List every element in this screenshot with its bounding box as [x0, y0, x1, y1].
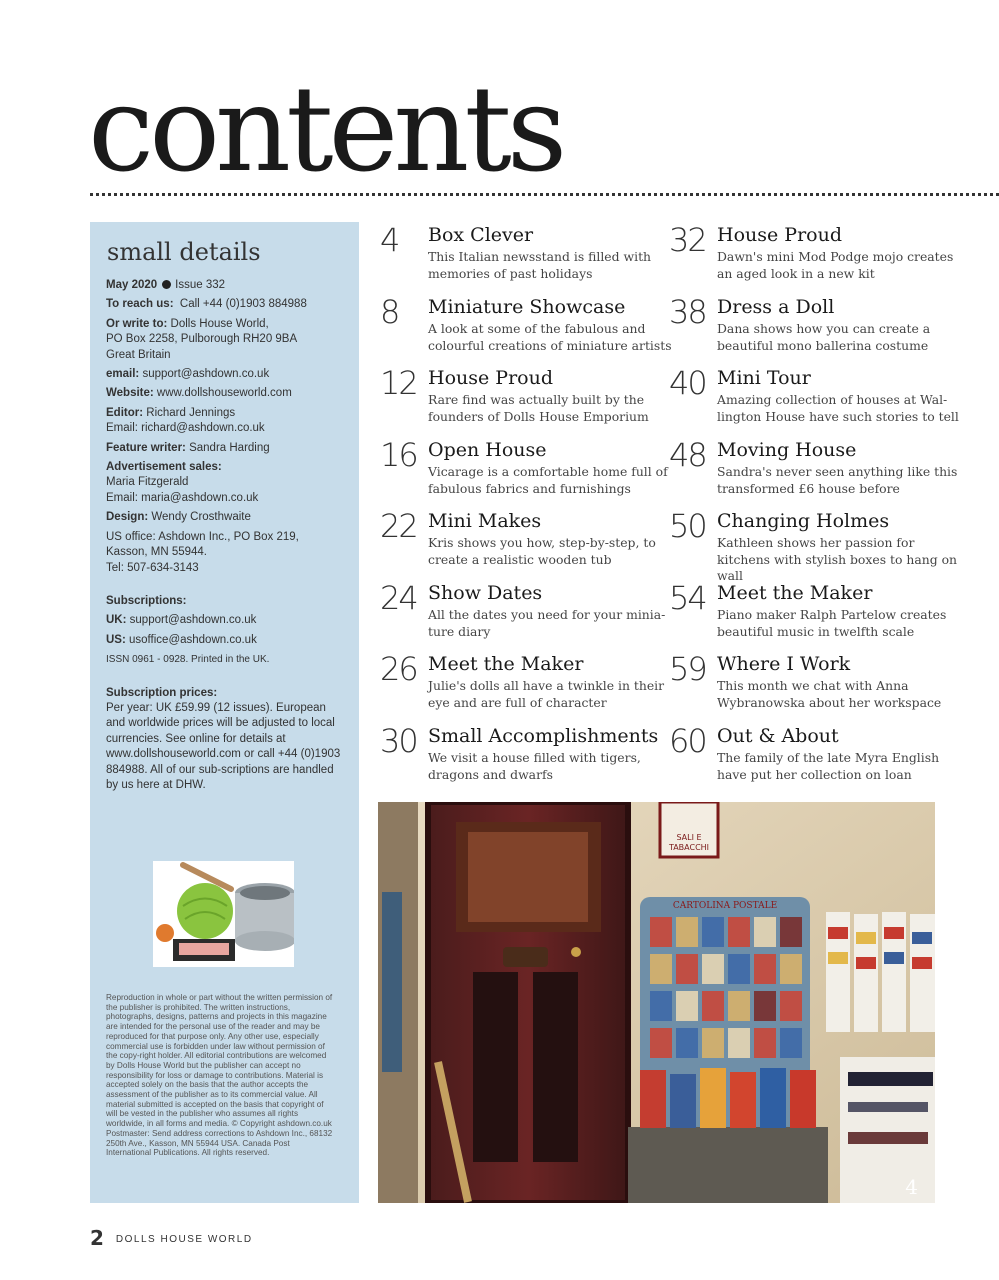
toc-entry[interactable]	[380, 364, 670, 437]
toc-description: Dawn's mini Mod Podge mojo creates an aged look in a new kit	[717, 249, 954, 281]
website-label: Website:	[106, 387, 154, 400]
rack-sign-text: CARTOLINA POSTALE	[672, 901, 778, 911]
toc-entry[interactable]	[669, 293, 959, 366]
toc-page-number: 22	[380, 507, 417, 545]
footer-magazine-name: DOLLS HOUSE WORLD	[115, 1234, 253, 1245]
toc-description: Kris shows you how, step-by-step, to create a realistic wooden tub	[428, 535, 656, 567]
toc-page-number: 50	[669, 507, 706, 545]
design-name: Wendy Crosthwaite	[151, 511, 251, 524]
write-line-1: Dolls House World,	[170, 317, 269, 330]
toc-page-number: 60	[669, 722, 706, 760]
sign-text-1: SALI E	[676, 833, 702, 842]
us-office-line-2: Kasson, MN 55944.	[106, 546, 208, 559]
bullet-dot-icon	[162, 280, 171, 289]
toc-description: Vicarage is a comfortable home full of fabulous fabrics and furnishings	[428, 464, 668, 496]
toc-entry[interactable]	[669, 507, 959, 583]
toc-page-number: 40	[669, 364, 706, 402]
issue-number: Issue 332	[175, 279, 226, 291]
toc-entry[interactable]	[380, 507, 670, 580]
toc-title[interactable]: Moving House	[717, 439, 857, 461]
page-footer	[90, 1226, 253, 1250]
toc-page-number: 16	[380, 436, 417, 474]
toc-page-number: 48	[669, 436, 706, 474]
design-label: Design:	[106, 511, 149, 524]
toc-description: A look at some of the fabulous and colourful creations of miniature artists	[428, 321, 672, 353]
dotted-divider	[90, 193, 999, 196]
prices-heading: Subscription prices:	[106, 686, 218, 699]
toc-entry[interactable]	[380, 650, 670, 723]
toc-description: Amazing collection of houses at Wal-lington House have such stories to tell	[717, 392, 959, 424]
photo-page-ref: 4	[905, 1175, 918, 1199]
toc-page-number: 59	[669, 650, 706, 688]
toc-description: Julie's dolls all have a twinkle in their eye and are full of character	[428, 678, 665, 710]
ads-email[interactable]: Email: maria@ashdown.co.uk	[106, 491, 259, 504]
issn-line: ISSN 0961 - 0928. Printed in the UK.	[106, 654, 270, 666]
toc-page-number: 26	[380, 650, 417, 688]
editor-name: Richard Jennings	[146, 406, 236, 419]
toc-description: This month we chat with Anna Wybranowska about her workspace	[717, 678, 942, 710]
toc-title[interactable]: Where I Work	[717, 653, 851, 675]
write-label: Or write to:	[106, 317, 168, 330]
editor-label: Editor:	[106, 406, 144, 419]
toc-entry[interactable]	[669, 650, 959, 723]
toc-description: Rare find was actually built by the founders of Dolls House Emporium	[428, 392, 649, 424]
toc-page-number: 32	[669, 221, 706, 259]
toc-title[interactable]: Meet the Maker	[717, 582, 873, 604]
email-value[interactable]: support@ashdown.co.uk	[142, 368, 270, 381]
toc-description: The family of the late Myra English have put her collection on loan	[717, 750, 940, 782]
toc-description: We visit a house filled with tigers, dragons and dwarfs	[428, 750, 641, 782]
sidebar-title: small details	[107, 238, 261, 266]
toc-title[interactable]: Changing Holmes	[717, 510, 890, 532]
toc-title[interactable]: Show Dates	[428, 582, 543, 604]
feature-writer-name: Sandra Harding	[189, 441, 270, 454]
toc-description: All the dates you need for your minia-ture diary	[428, 607, 666, 639]
toc-title[interactable]: Mini Makes	[428, 510, 542, 532]
toc-title[interactable]: Dress a Doll	[717, 296, 835, 318]
toc-page-number: 38	[669, 293, 706, 331]
website-value[interactable]: www.dollshouseworld.com	[156, 387, 292, 400]
write-line-3: Great Britain	[106, 348, 171, 361]
toc-title[interactable]: Miniature Showcase	[428, 296, 626, 318]
toc-page-number: 54	[669, 579, 706, 617]
subs-uk-email[interactable]: support@ashdown.co.uk	[129, 614, 257, 627]
issue-date: May 2020	[106, 279, 158, 291]
sign-text-2: TABACCHI	[668, 843, 710, 852]
us-office-tel: Tel: 507-634-3143	[106, 561, 199, 574]
toc-title[interactable]: House Proud	[717, 224, 842, 246]
toc-description: This Italian newsstand is filled with memories of past holidays	[428, 249, 652, 281]
toc-title[interactable]: Mini Tour	[717, 367, 811, 389]
editor-email[interactable]: Email: richard@ashdown.co.uk	[106, 422, 265, 435]
toc-description: Kathleen shows her passion for kitchens with stylish boxes to hang on wall	[717, 535, 958, 583]
toc-page-number: 30	[380, 722, 417, 760]
toc-page-number: 12	[380, 364, 417, 402]
toc-entry[interactable]	[669, 364, 959, 437]
page-title: contents	[88, 60, 563, 198]
toc-entry[interactable]	[380, 436, 670, 509]
toc-title[interactable]: Meet the Maker	[428, 653, 584, 675]
ads-label: Advertisement sales:	[106, 461, 222, 474]
postmaster-text: Postmaster: Send address corrections to Ashdown Inc., 68132 250th Ave., Kasson, MN 55944 USA. Canada Post International Publications. All rights reserved.	[106, 1128, 333, 1158]
legal-notice	[106, 993, 336, 1158]
subs-us-label: US:	[106, 633, 126, 646]
footer-page-number: 2	[90, 1226, 104, 1250]
toc-entry[interactable]	[669, 221, 959, 294]
saucepan-photo	[153, 861, 294, 967]
toc-page-number: 8	[380, 293, 399, 331]
reach-label: To reach us:	[106, 298, 174, 311]
toc-title[interactable]: Small Accomplishments	[428, 725, 659, 747]
legal-text: Reproduction in whole or part without the written permission of the publisher is prohibited. The written instructions, photographs, designs, patterns and projects in this magazine are intended for the personal use of the reader and may be reproduced for that purpose only. Any other use, especially commercial use is forbidden under law without permission of the copy-right holder. All editorial contributions are welcomed by Dolls House World but the publisher can accept no responsibility for loss or damage to contributions. Material is accepted solely on the basis that the author accepts the assessment of the publisher as to its commercial value. All material submitted is accepted on the basis that copyright of will be vested in the publisher who assumes all rights worldwide, in all forms and media. © Copyright ashdown.co.uk	[106, 993, 333, 1129]
subscriptions-heading: Subscriptions:	[106, 594, 187, 607]
prices-text: Per year: UK £59.99 (12 issues). European and worldwide prices will be adjusted to local currencies. See online for details at www.dollshouseworld.com or call +44 (0)1903 884988. All of our sub-scriptions are handled by us here at DHW.	[106, 701, 341, 791]
write-line-2: PO Box 2258, Pulborough RH20 9BA	[106, 333, 298, 346]
subs-us-email[interactable]: usoffice@ashdown.co.uk	[129, 633, 257, 646]
toc-entry[interactable]	[669, 579, 959, 652]
newsstand-photo[interactable]	[378, 802, 935, 1203]
small-details-panel	[90, 222, 359, 1203]
toc-description: Piano maker Ralph Partelow creates beautiful music in twelfth scale	[717, 607, 947, 639]
toc-description: Dana shows how you can create a beautiful mono ballerina costume	[717, 321, 931, 353]
toc-entry[interactable]	[669, 436, 959, 509]
toc-title[interactable]: Out & About	[717, 725, 839, 747]
toc-entry[interactable]	[380, 293, 672, 366]
masthead-info	[106, 278, 346, 797]
email-label: email:	[106, 368, 140, 381]
toc-entry[interactable]	[380, 722, 670, 795]
toc-entry[interactable]	[380, 221, 670, 294]
subs-uk-label: UK:	[106, 614, 127, 627]
reach-phone: Call +44 (0)1903 884988	[179, 298, 307, 311]
toc-title[interactable]: House Proud	[428, 367, 553, 389]
us-office-line-1: US office: Ashdown Inc., PO Box 219,	[106, 530, 299, 543]
toc-entry[interactable]	[669, 722, 959, 795]
toc-page-number: 24	[380, 579, 417, 617]
toc-page-number: 4	[380, 221, 399, 259]
ads-name: Maria Fitzgerald	[106, 476, 189, 489]
feature-writer-label: Feature writer:	[106, 441, 186, 454]
toc-entry[interactable]	[380, 579, 670, 652]
toc-title[interactable]: Box Clever	[428, 224, 534, 246]
toc-title[interactable]: Open House	[428, 439, 547, 461]
toc-description: Sandra's never seen anything like this transformed £6 house before	[717, 464, 958, 496]
